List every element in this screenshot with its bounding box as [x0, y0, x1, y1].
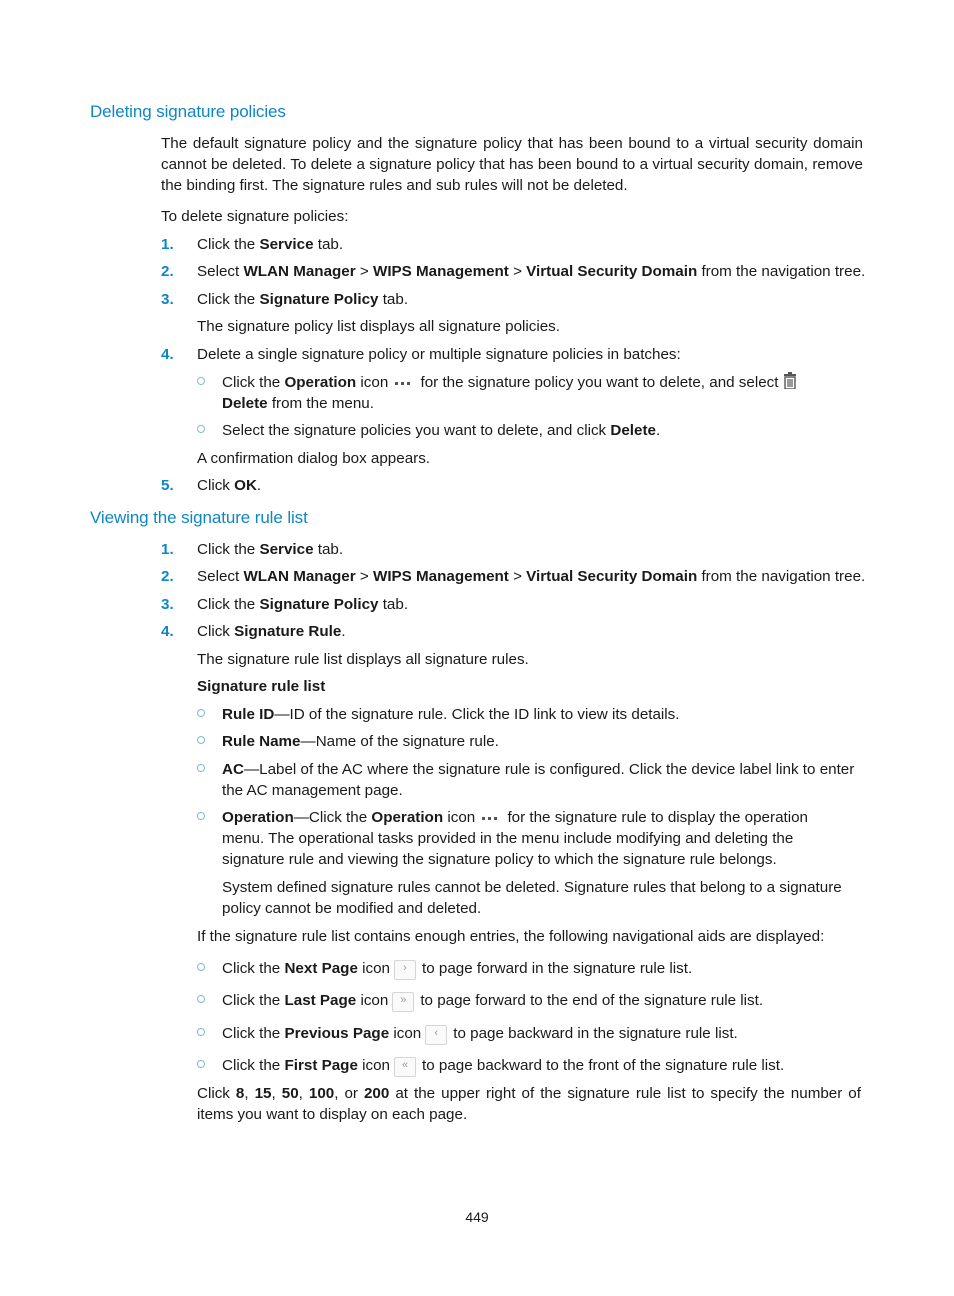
- bullet-icon: [197, 1028, 205, 1036]
- bullet-icon: [197, 812, 205, 820]
- bullet-icon: [197, 1060, 205, 1068]
- page-size-paragraph: Click 8, 15, 50, 100, or 200 at the upper right of the signature rule list to specify the number of items you want to display on each page.: [197, 1085, 861, 1123]
- nav-lead: If the signature rule list contains enough entries, the following navigational aids are displayed:: [197, 928, 825, 945]
- last-page-icon: »: [392, 992, 414, 1012]
- section-title-viewing: Viewing the signature rule list: [90, 508, 308, 527]
- section-title-deleting: Deleting signature policies: [90, 102, 286, 121]
- bullet-icon: [197, 764, 205, 772]
- step-3-note: The signature policy list displays all signature policies.: [197, 318, 560, 335]
- bullet-icon: [197, 995, 205, 1003]
- bullet-icon: [197, 963, 205, 971]
- more-dots-icon: [393, 372, 411, 393]
- rule-list-note: The signature rule list displays all signature rules.: [197, 651, 529, 668]
- first-page-icon: «: [394, 1057, 416, 1077]
- trash-icon: [783, 372, 797, 389]
- confirmation-note: A confirmation dialog box appears.: [197, 450, 431, 467]
- intro-paragraph: The default signature policy and the signature policy that has been bound to a virtual security domain cannot be deleted. To delete a signature policy that has been bound to a virtual security domain, remove the binding first. The signature rules and sub rules will not be deleted.: [161, 135, 863, 194]
- rule-list-heading: Signature rule list: [197, 678, 326, 695]
- document-page: Deleting signature policies The default signature policy and the signature policy that has been bound to a virtual security domain cannot be deleted. To delete a signature policy that has been bound to a virtual security domain, remove the binding first. The signature rules and sub rules will not be deleted. To delete signature policies: 1. Click the Service tab. 2. Select WLAN Manager > WIPS Management > Virtual Security Domain from the navigation tree. 3. Click the Signature Policy tab. The signature policy list displays all signature policies. 4. Delete a single signature policy or multiple signature policies in batches: Click the Operation icon for the signature policy you want to delete, and select Delete from the menu. Select the signature policies you want to delete, and click Delete. A confirmation dialog box appears. 5. Click OK. Viewing the signature rule list 1. Click the Service tab. 2. Select WLAN Manager > WIPS Management > Virtual Security Domain from the navigation tree. 3. Click the Signature Policy tab. 4. Click Signature Rule. The signature rule list displays all signature rules. Signature rule list Rule ID—ID of the signature rule. Click the ID link to view its details. Rule Name—Name of the signature rule. AC—Label of the AC where the signature rule is configured. Click the device label link to enter the AC management page. Operation—Click the Operation icon for the signature rule to display the operation menu. The operational tasks provided in the menu include modifying and deleting the signature rule and viewing the signature policy to which the signature rule belongs. System defined signature rules cannot be deleted. Signature rules that belong to a signature policy cannot be modified and deleted. If the signature rule list contains enough entries, the following navigational aids are displayed: Click the Next Page icon › to page forward in the signature rule list. Click the Last Page icon » to page forward to the end of the signature rule list. Click the Previous Page icon ‹ to page backward in the signature rule list. Click the First Page icon « to page backward to the front of the signature rule list. Click 8, 15, 50, 100, or 200 at the upper right of the signature rule list to specify the number of items you want to display on each page. 449: [0, 0, 954, 1296]
- more-dots-icon: [480, 807, 498, 828]
- next-page-icon: ›: [394, 960, 416, 980]
- previous-page-icon: ‹: [425, 1025, 447, 1045]
- page-number: 449: [465, 1209, 489, 1225]
- bullet-icon: [197, 425, 205, 433]
- operation-extra-note: System defined signature rules cannot be deleted. Signature rules that belong to a signature policy cannot be modified and deleted.: [222, 879, 842, 917]
- bullet-icon: [197, 377, 205, 385]
- lead-text: To delete signature policies:: [161, 208, 349, 225]
- bullet-icon: [197, 736, 205, 744]
- bullet-icon: [197, 709, 205, 717]
